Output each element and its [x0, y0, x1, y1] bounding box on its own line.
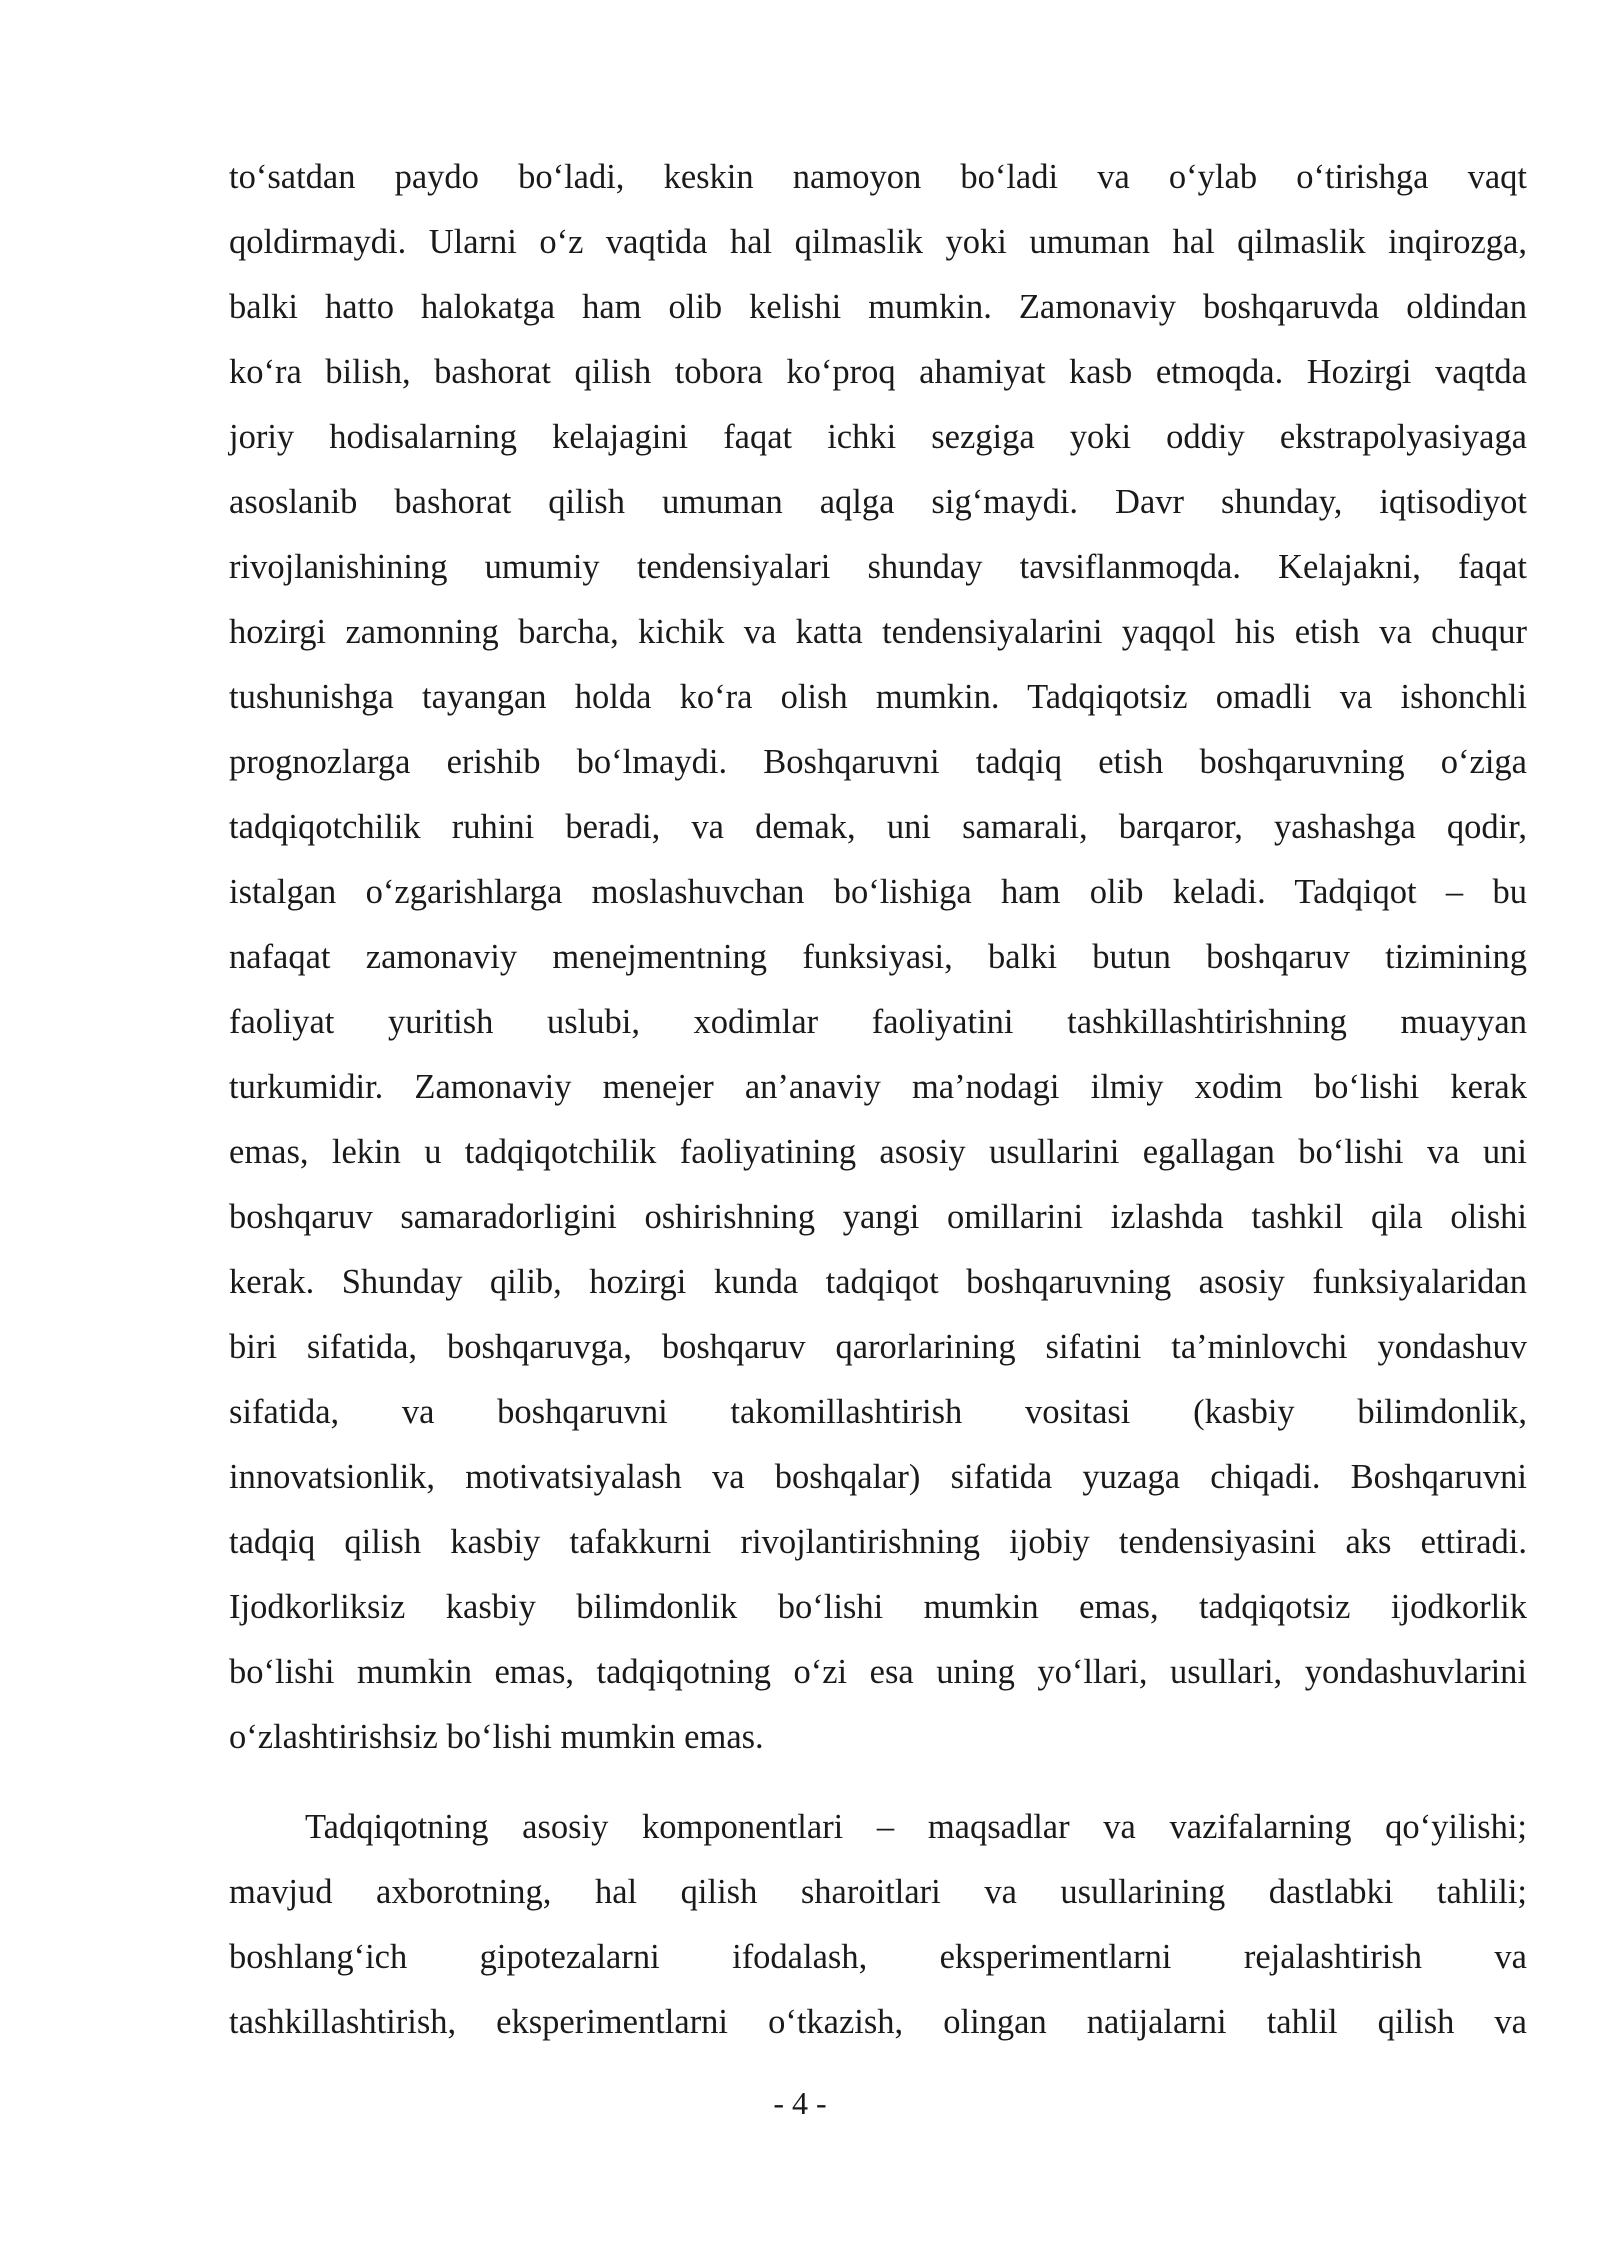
text-line: ko‘ra bilish, bashorat qilish tobora ko‘proq ahamiyat kasb etmoqda. Hozirgi vaqtda: [229, 353, 1527, 391]
text-line: innovatsionlik, motivatsiyalash va boshqalar) sifatida yuzaga chiqadi. Boshqaruvni: [229, 1458, 1527, 1496]
text-line: asoslanib bashorat qilish umuman aqlga sig‘maydi. Davr shunday, iqtisodiyot: [229, 483, 1527, 521]
text-line: rivojlanishining umumiy tendensiyalari shunday tavsiflanmoqda. Kelajakni, faqat: [229, 548, 1527, 586]
text-line: prognozlarga erishib bo‘lmaydi. Boshqaruvni tadqiq etish boshqaruvning o‘ziga: [229, 743, 1527, 781]
text-line: nafaqat zamonaviy menejmentning funksiyasi, balki butun boshqaruv tizimining: [229, 938, 1527, 976]
text-line: boshlang‘ich gipotezalarni ifodalash, eksperimentlarni rejalashtirish va: [229, 1938, 1527, 1976]
text-line: Ijodkorliksiz kasbiy bilimdonlik bo‘lishi mumkin emas, tadqiqotsiz ijodkorlik: [229, 1588, 1527, 1626]
page-number: - 4 -: [773, 2085, 827, 2121]
text-line: hozirgi zamonning barcha, kichik va katta tendensiyalarini yaqqol his etish va chuqur: [229, 613, 1527, 651]
text-line: boshqaruv samaradorligini oshirishning yangi omillarini izlashda tashkil qila olishi: [229, 1198, 1527, 1236]
text-line: mavjud axborotning, hal qilish sharoitlari va usullarining dastlabki tahlili;: [229, 1873, 1527, 1911]
text-line: Tadqiqotning asosiy komponentlari – maqsadlar va vazifalarning qo‘yilishi;: [305, 1808, 1527, 1846]
text-line: tashkillashtirish, eksperimentlarni o‘tkazish, olingan natijalarni tahlil qilish va: [229, 2003, 1527, 2041]
text-line: balki hatto halokatga ham olib kelishi mumkin. Zamonaviy boshqaruvda oldindan: [229, 288, 1527, 326]
text-line: tadqiq qilish kasbiy tafakkurni rivojlantirishning ijobiy tendensiyasini aks ettiradi.: [229, 1523, 1527, 1561]
text-line: tushunishga tayangan holda ko‘ra olish mumkin. Tadqiqotsiz omadli va ishonchli: [229, 678, 1527, 716]
text-line: emas, lekin u tadqiqotchilik faoliyatining asosiy usullarini egallagan bo‘lishi va uni: [229, 1133, 1527, 1171]
text-line: tadqiqotchilik ruhini beradi, va demak, uni samarali, barqaror, yashashga qodir,: [229, 808, 1527, 846]
text-line: turkumidir. Zamonaviy menejer an’anaviy ma’nodagi ilmiy xodim bo‘lishi kerak: [229, 1068, 1527, 1106]
text-line: o‘zlashtirishsiz bo‘lishi mumkin emas.: [229, 1718, 764, 1756]
text-line: istalgan o‘zgarishlarga moslashuvchan bo‘lishiga ham olib keladi. Tadqiqot – bu: [229, 873, 1527, 911]
text-line: faoliyat yuritish uslubi, xodimlar faoliyatini tashkillashtirishning muayyan: [229, 1003, 1527, 1041]
text-line: sifatida, va boshqaruvni takomillashtirish vositasi (kasbiy bilimdonlik,: [229, 1393, 1527, 1431]
paragraph-2: [229, 1795, 1527, 2055]
text-line: kerak. Shunday qilib, hozirgi kunda tadqiqot boshqaruvning asosiy funksiyalaridan: [229, 1263, 1527, 1301]
paragraph-1: [229, 145, 1527, 1770]
text-line: qoldirmaydi. Ularni o‘z vaqtida hal qilmaslik yoki umuman hal qilmaslik inqirozga,: [229, 223, 1527, 261]
text-line: biri sifatida, boshqaruvga, boshqaruv qarorlarining sifatini ta’minlovchi yondashuv: [229, 1328, 1527, 1366]
text-line: joriy hodisalarning kelajagini faqat ichki sezgiga yoki oddiy ekstrapolyasiyaga: [229, 418, 1527, 456]
text-line: bo‘lishi mumkin emas, tadqiqotning o‘zi esa uning yo‘llari, usullari, yondashuvlarini: [229, 1653, 1527, 1691]
text-line: to‘satdan paydo bo‘ladi, keskin namoyon bo‘ladi va o‘ylab o‘tirishga vaqt: [229, 158, 1527, 196]
